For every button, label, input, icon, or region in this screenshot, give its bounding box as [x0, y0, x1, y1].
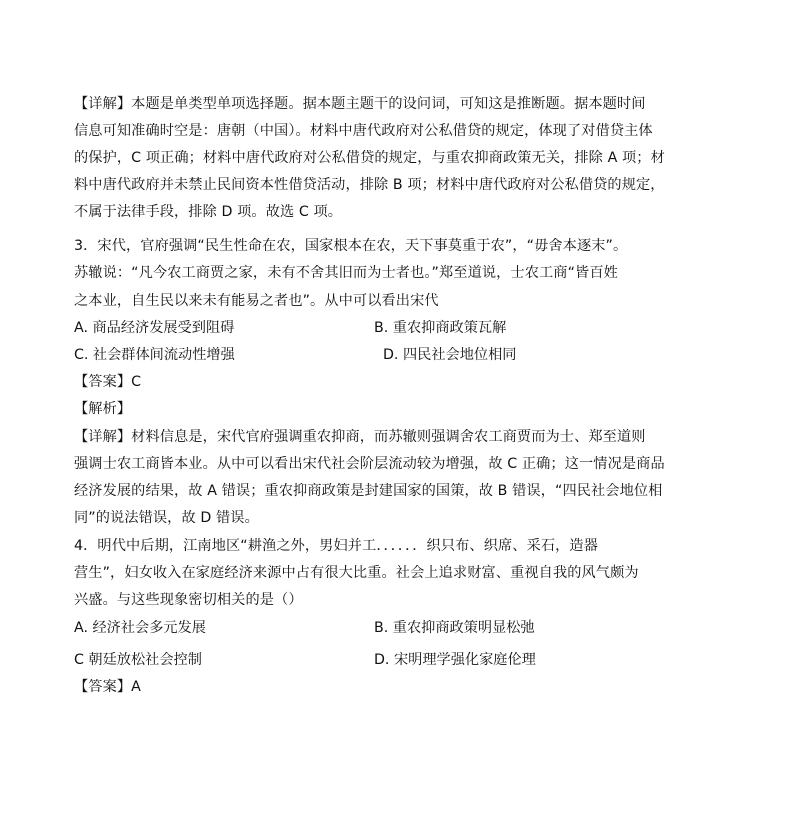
explanation-line: 强调士农工商皆本业。从中可以看出宋代社会阶层流动较为增强，故 C 正确；这一情况是商品: [74, 456, 665, 472]
explanation-line: 同”的说法错误，故 D 错误。: [74, 510, 259, 526]
option-d: D. 四民社会地位相同: [383, 347, 517, 363]
option-b: B. 重农抑商政策明显松弛: [374, 620, 535, 636]
paragraph-line: 不属于法律手段，排除 D 项。故选 C 项。: [74, 204, 343, 220]
answer-label: 【答案】A: [74, 679, 141, 695]
explanation-line: 经济发展的结果，故 A 错误；重农抑商政策是封建国家的国策，故 B 错误，“四民社会地位相: [74, 483, 663, 499]
option-d: D. 宋明理学强化家庭伦理: [374, 652, 536, 668]
option-b: B. 重农抑商政策瓦解: [374, 320, 507, 336]
answer-label: 【答案】C: [74, 374, 142, 390]
question-stem-line: 3．宋代，官府强调“民生性命在农，国家根本在农，天下事莫重于农”，“毋舍本逐末”。: [74, 238, 628, 254]
question-stem-line: 之本业，自生民以来未有能易之者也”。从中可以看出宋代: [74, 293, 439, 309]
analysis-label: 【解析】: [74, 401, 132, 417]
question-stem-line: 营生”，妇女收入在家庭经济来源中占有很大比重。社会上追求财富、重视自我的风气颇为: [74, 565, 639, 581]
question-stem-line: 4．明代中后期，江南地区“耕渔之外，男妇并工．．．．．．织只布、织席、采石，造器: [74, 538, 599, 554]
paragraph-line: 的保护，C 项正确；材料中唐代政府对公私借贷的规定，与重农抑商政策无关，排除 A 项；材: [74, 150, 665, 166]
explanation-line: 【详解】材料信息是，宋代官府强调重农抑商，而苏辙则强调舍农工商贾而为士、郑至道则: [74, 429, 646, 445]
paragraph-line: 【详解】本题是单类型单项选择题。据本题主题干的设问词，可知这是推断题。据本题时间: [74, 96, 646, 112]
question-stem-line: 兴盛。与这些现象密切相关的是（）: [74, 592, 303, 608]
option-a: A. 经济社会多元发展: [74, 620, 206, 636]
question-stem-line: 苏辙说：“凡今农工商贾之家，未有不舍其旧而为士者也。”郑至道说，士农工商“皆百姓: [74, 265, 618, 281]
option-c: C 朝廷放松社会控制: [74, 652, 202, 668]
option-a: A. 商品经济发展受到阻碍: [74, 320, 235, 336]
paragraph-line: 料中唐代政府并未禁止民间资本性借贷活动，排除 B 项；材料中唐代政府对公私借贷的规定，: [74, 177, 665, 193]
option-c: C. 社会群体间流动性增强: [74, 347, 235, 363]
paragraph-line: 信息可知准确时空是：唐朝（中国）。材料中唐代政府对公私借贷的规定，体现了对借贷主体: [74, 123, 653, 139]
